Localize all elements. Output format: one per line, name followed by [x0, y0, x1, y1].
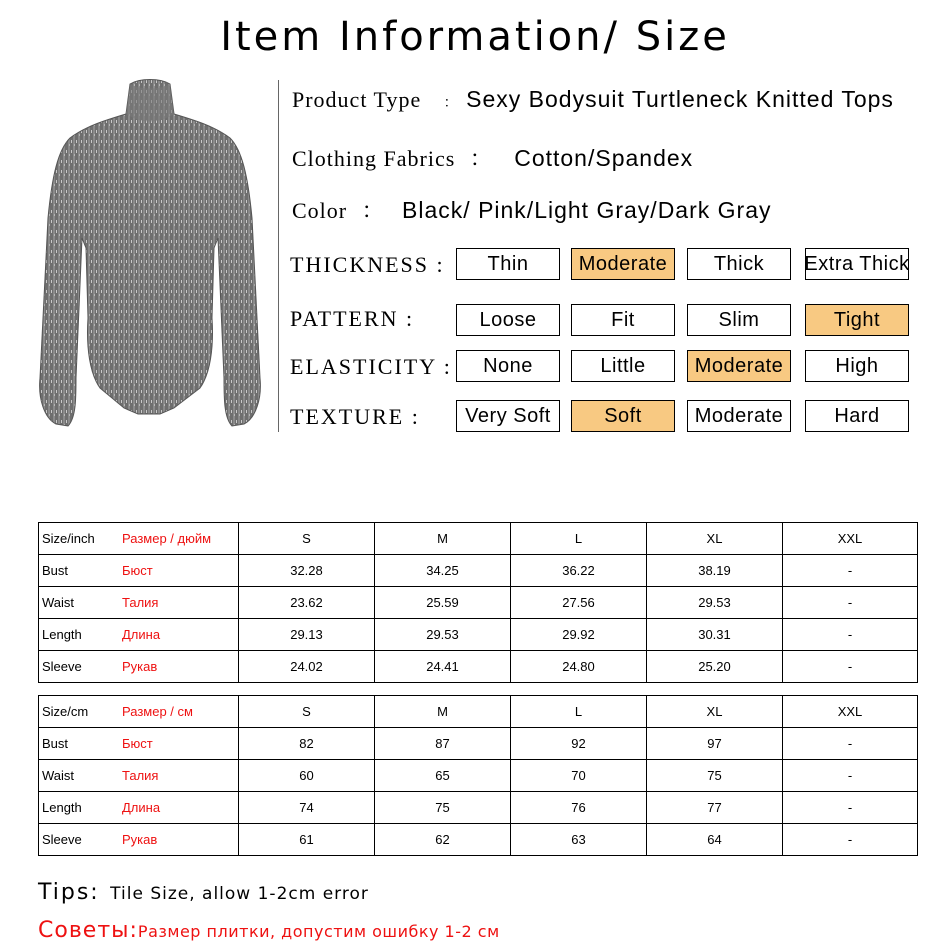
row-label-ru: Рукав: [122, 659, 158, 674]
row-label-ru: Бюст: [122, 736, 153, 751]
table-row: [39, 760, 918, 792]
row-label-ru: Длина: [122, 627, 161, 642]
tips-ru-text: Размер плитки, допустим ошибку 1-2 см: [137, 922, 500, 941]
row-label-ru: Рукав: [122, 832, 158, 847]
size-header-cell: S: [239, 523, 375, 555]
table-cell: 74: [239, 792, 375, 824]
size-table-inch: [38, 522, 918, 683]
product-type-sep: ：: [443, 96, 458, 111]
table-cell: 29.53: [647, 587, 783, 619]
attribute-option: Moderate: [571, 248, 675, 280]
table-cell: 61: [239, 824, 375, 856]
row-label-cell: [39, 824, 239, 856]
row-label-ru: Талия: [122, 595, 159, 610]
table-cell: 34.25: [375, 555, 511, 587]
attribute-option: Slim: [687, 304, 791, 336]
table-cell: 75: [375, 792, 511, 824]
table-cell: 62: [375, 824, 511, 856]
product-image: [18, 78, 278, 433]
color-row: [292, 194, 772, 225]
size-header-cell: M: [375, 523, 511, 555]
table-cell: 97: [647, 728, 783, 760]
product-type-label: Product Type: [292, 87, 422, 112]
row-label-en: Bust: [42, 563, 69, 578]
fabric-value: Cotton/Spandex: [514, 145, 694, 171]
table-cell: 36.22: [511, 555, 647, 587]
table-cell: -: [783, 555, 918, 587]
table-cell: 25.59: [375, 587, 511, 619]
attribute-option: Fit: [571, 304, 675, 336]
table-row: [39, 651, 918, 683]
table-cell: 76: [511, 792, 647, 824]
table-cell: 25.20: [647, 651, 783, 683]
table-cell: -: [783, 651, 918, 683]
attribute-option: Thick: [687, 248, 791, 280]
attribute-option: Loose: [456, 304, 560, 336]
fabric-label: Clothing Fabrics: [292, 146, 456, 171]
row-label-en: Waist: [42, 595, 75, 610]
row-label-cell: [39, 792, 239, 824]
size-header-cell: M: [375, 696, 511, 728]
size-header-cell: XXL: [783, 523, 918, 555]
table-cell: 75: [647, 760, 783, 792]
table-row: [39, 792, 918, 824]
table-header-row: [39, 696, 918, 728]
product-type-value: Sexy Bodysuit Turtleneck Knitted Tops: [466, 86, 894, 112]
attribute-label: PATTERN :: [290, 306, 415, 331]
table-row: [39, 824, 918, 856]
tips-ru: [38, 918, 500, 943]
table-cell: 29.13: [239, 619, 375, 651]
row-label-ru: Талия: [122, 768, 159, 783]
table-cell: 70: [511, 760, 647, 792]
attribute-label: TEXTURE :: [290, 404, 420, 429]
table-cell: 32.28: [239, 555, 375, 587]
table-row: [39, 587, 918, 619]
row-label-cell: [39, 523, 239, 555]
size-header-cell: XXL: [783, 696, 918, 728]
attribute-option: High: [805, 350, 909, 382]
table-cell: -: [783, 619, 918, 651]
page-title: Item Information/ Size: [220, 14, 730, 60]
color-value: Black/ Pink/Light Gray/Dark Gray: [402, 197, 772, 223]
row-label-en: Sleeve: [42, 832, 82, 847]
attribute-option: Moderate: [687, 400, 791, 432]
table-cell: 63: [511, 824, 647, 856]
table-cell: 38.19: [647, 555, 783, 587]
attribute-label: THICKNESS :: [290, 252, 445, 277]
row-label-ru: Длина: [122, 800, 161, 815]
table-row: [39, 728, 918, 760]
row-label-cell: [39, 587, 239, 619]
table-cell: -: [783, 792, 918, 824]
product-type-row: [292, 86, 894, 113]
row-label-ru: Размер / см: [122, 704, 193, 719]
divider: [278, 80, 279, 432]
attribute-option: Soft: [571, 400, 675, 432]
table-cell: 77: [647, 792, 783, 824]
table-cell: 27.56: [511, 587, 647, 619]
row-label-cell: [39, 555, 239, 587]
table-cell: 23.62: [239, 587, 375, 619]
row-label-en: Size/inch: [42, 531, 95, 546]
table-cell: 29.53: [375, 619, 511, 651]
row-label-en: Bust: [42, 736, 69, 751]
table-cell: 30.31: [647, 619, 783, 651]
table-cell: 24.41: [375, 651, 511, 683]
attribute-option: Moderate: [687, 350, 791, 382]
table-row: [39, 619, 918, 651]
row-label-en: Length: [42, 627, 82, 642]
attribute-option: Extra Thick: [805, 248, 909, 280]
size-header-cell: S: [239, 696, 375, 728]
tips-text: Tile Size, allow 1-2cm error: [110, 884, 369, 904]
table-cell: 87: [375, 728, 511, 760]
size-header-cell: XL: [647, 523, 783, 555]
table-cell: 24.80: [511, 651, 647, 683]
fabric-row: [292, 142, 693, 173]
tips-ru-label: Советы:: [38, 918, 138, 943]
table-cell: -: [783, 760, 918, 792]
table-cell: 65: [375, 760, 511, 792]
table-cell: -: [783, 824, 918, 856]
size-header-cell: XL: [647, 696, 783, 728]
attribute-option: Thin: [456, 248, 560, 280]
attribute-option: Very Soft: [456, 400, 560, 432]
row-label-en: Size/cm: [42, 704, 89, 719]
size-header-cell: L: [511, 523, 647, 555]
table-row: [39, 555, 918, 587]
row-label-en: Sleeve: [42, 659, 82, 674]
attribute-label: ELASTICITY :: [290, 354, 452, 379]
table-cell: 82: [239, 728, 375, 760]
row-label-cell: [39, 728, 239, 760]
size-header-cell: L: [511, 696, 647, 728]
table-cell: 64: [647, 824, 783, 856]
table-cell: 60: [239, 760, 375, 792]
table-cell: 29.92: [511, 619, 647, 651]
table-cell: 24.02: [239, 651, 375, 683]
attribute-option: Hard: [805, 400, 909, 432]
row-label-cell: [39, 760, 239, 792]
row-label-cell: [39, 696, 239, 728]
tips-label: Tips:: [38, 880, 100, 905]
row-label-en: Waist: [42, 768, 75, 783]
table-header-row: [39, 523, 918, 555]
color-sep: ：: [361, 198, 384, 223]
row-label-ru: Размер / дюйм: [122, 531, 212, 546]
row-label-ru: Бюст: [122, 563, 153, 578]
fabric-sep: ：: [469, 146, 492, 171]
attribute-option: None: [456, 350, 560, 382]
size-table-cm: [38, 695, 918, 856]
attribute-option: Little: [571, 350, 675, 382]
attribute-option: Tight: [805, 304, 909, 336]
tips: [38, 880, 369, 905]
table-cell: 92: [511, 728, 647, 760]
table-cell: -: [783, 728, 918, 760]
color-label: Color: [292, 198, 348, 223]
row-label-cell: [39, 619, 239, 651]
row-label-cell: [39, 651, 239, 683]
row-label-en: Length: [42, 800, 82, 815]
table-cell: -: [783, 587, 918, 619]
